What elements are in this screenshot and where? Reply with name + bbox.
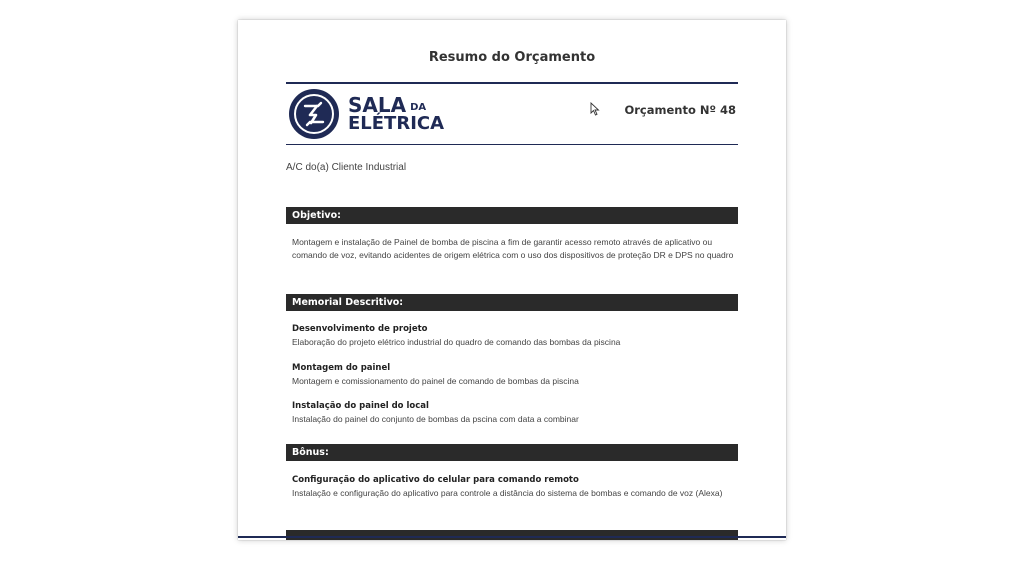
logo-wordmark: [348, 95, 444, 133]
page-title: Resumo do Orçamento: [428, 50, 596, 65]
page-bottom-border: [238, 536, 786, 538]
memorial-item-title: Desenvolvimento de projeto: [292, 324, 428, 334]
company-logo: [288, 88, 444, 140]
header-top-rule: [286, 82, 738, 84]
logo-word-eletrica: ELÉTRICA: [348, 113, 445, 134]
logo-word-da: DA: [410, 102, 427, 113]
recipient-line: A/C do(a) Cliente Industrial: [286, 162, 407, 173]
section-heading-memorial: Memorial Descritivo:: [286, 294, 738, 311]
section-heading-objective: Objetivo:: [286, 207, 738, 224]
memorial-item-text: Instalação do painel do conjunto de bombas da pscina com data a combinar: [292, 414, 579, 424]
mouse-cursor-icon: [590, 102, 600, 116]
memorial-item-text: Montagem e comissionamento do painel de comando de bombas da piscina: [292, 376, 579, 386]
document-page: [238, 20, 786, 540]
header-bottom-rule: [286, 144, 738, 145]
memorial-item-title: Montagem do painel: [292, 363, 391, 373]
bonus-item-title: Configuração do aplicativo do celular para comando remoto: [292, 475, 579, 485]
memorial-item-title: Instalação do painel do local: [292, 401, 429, 411]
objective-text: Montagem e instalação de Painel de bomba de piscina a fim de garantir acesso remoto através de aplicativo ou comando de voz, evitando acidentes de origem elétrica com o uso dos dispositivos de proteção DR e DPS no quadro: [292, 237, 734, 260]
section-heading-bonus: Bônus:: [286, 444, 738, 461]
logo-word-sala: SALA: [348, 93, 407, 117]
memorial-item-text: Elaboração do projeto elétrico industrial do quadro de comando das bombas da piscina: [292, 337, 621, 347]
bonus-item-text: Instalação e configuração do aplicativo para controle a distância do sistema de bombas e comando de voz (Alexa): [292, 488, 723, 498]
section-heading-partial: [286, 530, 738, 540]
lightning-bolt-icon: [288, 88, 340, 140]
budget-number: Orçamento Nº 48: [624, 103, 736, 117]
